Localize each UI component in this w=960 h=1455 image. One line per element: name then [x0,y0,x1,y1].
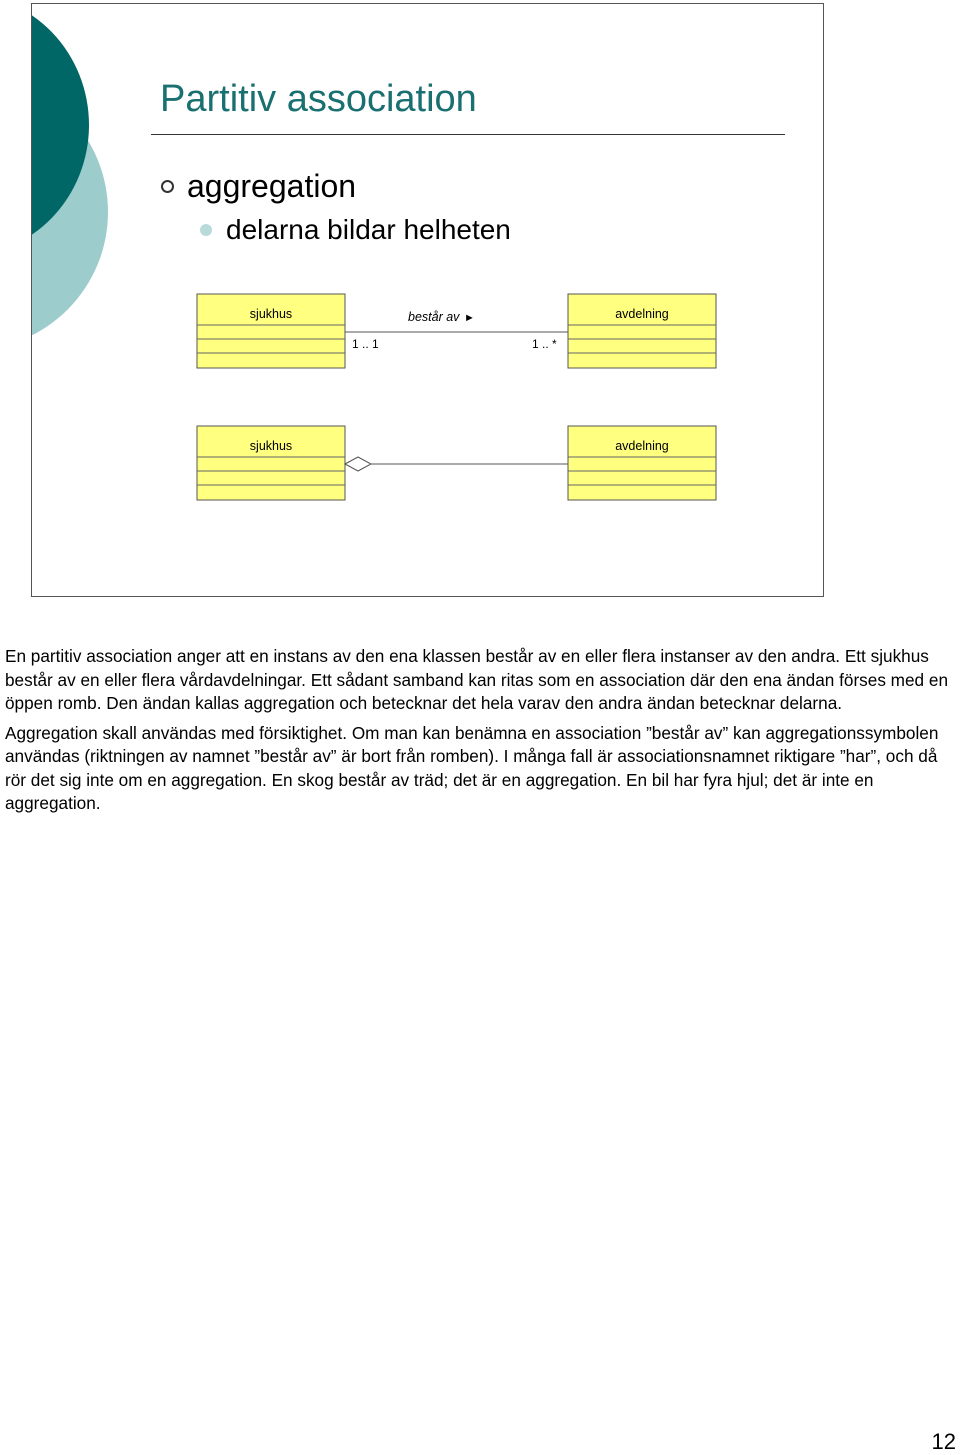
page-number: 12 [931,1429,956,1454]
body-text [5,645,960,816]
bullet-level2-text: delarna bildar helheten [226,214,511,245]
direction-arrow-icon: ► [464,312,475,324]
association-name: består av [408,310,460,324]
slide-frame [31,3,824,597]
class-box-avdelning-2 [568,426,716,500]
slide-title: Partitiv association [160,78,477,120]
paragraph-1: En partitiv association anger att en instans av den ena klassen består av en eller flera instanser av den andra. Ett sjukhus består av en eller flera vårdavdelningar. Ett sådant samband kan ritas som en association där den ena ändan förses med en öppen romb. Den ändan kallas aggregation och betecknar det hela varav den andra ändan betecknar delarna. [5,646,949,713]
bullet-level1-text: aggregation [187,168,357,204]
diagram-association [197,294,716,368]
class-box-sjukhus [197,294,345,368]
multiplicity-right: 1 .. * [532,337,557,351]
diagram-aggregation [197,426,716,500]
multiplicity-left: 1 .. 1 [352,337,379,351]
paragraph-2: Aggregation skall användas med försiktighet. Om man kan benämna en association ”består av” kan aggregationssymbolen användas (riktningen av namnet ”består av” är bort från romben). I många fall är associationsnamnet riktigare ”har”, och då rör det sig inte om en aggregation. En skog består av träd; det är en aggregation. En bil har fyra hjul; det är inte en aggregation. [5,722,939,813]
open-diamond-icon [345,457,371,471]
uml-diagrams [32,4,824,597]
class-box-avdelning [568,294,716,368]
class-name-sjukhus-2: sjukhus [249,439,293,453]
class-name-sjukhus: sjukhus [249,307,293,321]
class-box-sjukhus-2 [197,426,345,500]
class-name-avdelning-2: avdelning [615,439,669,453]
class-name-avdelning: avdelning [615,307,669,321]
